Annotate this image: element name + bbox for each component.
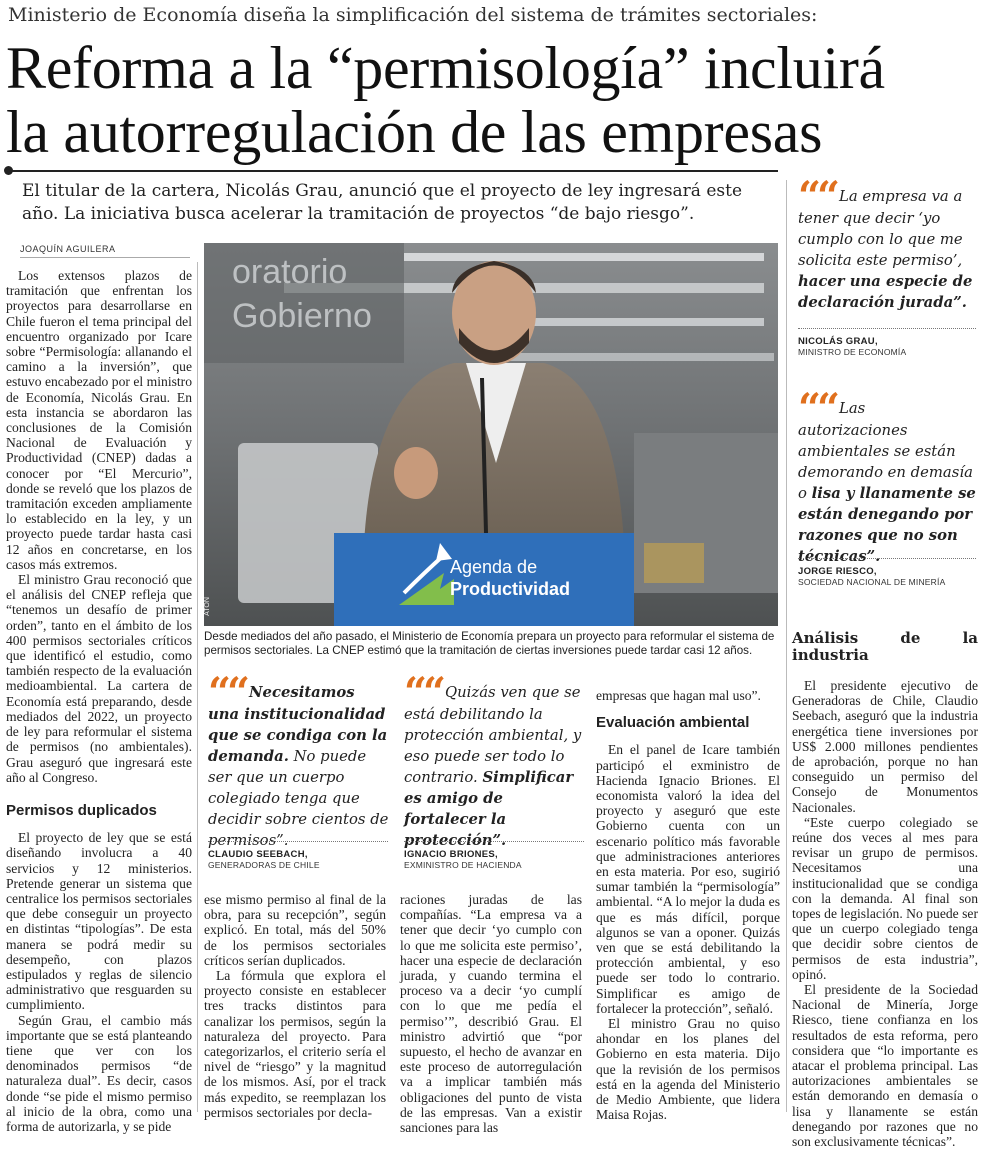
headline-rule bbox=[8, 170, 778, 172]
photo-caption: Desde mediados del año pasado, el Ministerio de Economía prepara un proyecto para reformular el sistema de permisos sectoriales. La CNEP estimó que la tramitación de ciertas inversiones puede tardar casi 12 años. bbox=[204, 630, 775, 657]
lede: El titular de la cartera, Nicolás Grau, anunció que el proyecto de ley ingresará este año. La iniciativa busca acelerar la tramitación de proyectos “de bajo riesgo”. bbox=[22, 181, 743, 224]
quote-mark-icon: ““ bbox=[798, 173, 837, 220]
paragraph: El presidente de la Sociedad Nacional de Minería, Jorge Riesco, tiene confianza en los resultados de esta reforma, pero considera que “lo importante es atacar el problema principal. Las autorizaciones ambientales se están demorando en demasía o lisa y llanamente se están denegando por razones que no son exclusivamente técnicas”. bbox=[792, 982, 978, 1149]
subhead-analisis-industria: Análisis de la industria bbox=[792, 629, 978, 664]
quote-author-name: IGNACIO BRIONES, bbox=[404, 849, 499, 860]
quote-rule bbox=[404, 841, 584, 842]
pull-quote-briones bbox=[404, 669, 586, 851]
column-5 bbox=[792, 630, 978, 1149]
podium-text-2: Productividad bbox=[450, 579, 571, 599]
quote-mark-icon: ““ bbox=[404, 669, 443, 716]
quote-author-role: MINISTRO DE ECONOMÍA bbox=[798, 347, 907, 357]
quote-rule bbox=[208, 841, 388, 842]
quote-text: La empresa va a tener que decir ‘yo cumplo con lo que me solicita este permiso’, bbox=[798, 188, 963, 269]
quote-author-role: GENERADORAS DE CHILE bbox=[208, 860, 320, 870]
column-divider bbox=[197, 262, 198, 1112]
kicker: Ministerio de Economía diseña la simplificación del sistema de trámites sectoriales: bbox=[8, 4, 818, 26]
quote-bold: Necesitamos una institucionalidad que se condiga con la demanda. bbox=[208, 684, 388, 765]
paragraph: La fórmula que explora el proyecto consiste en establecer tres tracks distintos para canalizar los permisos, según la naturaleza del proyecto. Para categorizarlos, el criterio sería el nivel de “riesgo” y la magnitud de los mismos. Así, por el track más expedito, se reemplazan los permisos sectoriales por decla- bbox=[204, 968, 386, 1120]
column-1 bbox=[6, 268, 192, 1134]
column-2 bbox=[204, 892, 386, 1120]
subhead-evaluacion-ambiental: Evaluación ambiental bbox=[596, 714, 750, 732]
podium-text-1: Agenda de bbox=[450, 557, 538, 577]
paragraph: Según Grau, el cambio más importante que se está planteando tiene que ver con los denominados permisos “de naturaleza dual”. Es decir, casos donde “se pide el mismo permiso al inicio de la obra, como una forma de autorizarla, y se pide bbox=[6, 1012, 192, 1134]
column-3 bbox=[400, 892, 582, 1135]
wall-text-1: oratorio bbox=[232, 253, 348, 291]
quote-mark-icon: ““ bbox=[798, 385, 837, 432]
paragraph: El ministro Grau no quiso ahondar en los planes del Gobierno en esta materia. Dijo que la revisión de los permisos está en la agenda del Ministerio de Medio Ambiente, que lidera Maisa Rojas. bbox=[596, 1016, 780, 1123]
paragraph: El ministro Grau reconoció que el análisis del CNEP refleja que “tenemos un desafío de primer orden”, tanto en el ámbito de los 400 permisos sectoriales críticos que identificó el estudio, como también respecto de la evaluación medioambiental. La cartera de Economía está preparando, desde mediados del 2022, un proyecto de ley para reformular el sistema de permisos (no ambientales). Grau aseguró que ingresará este año al Congreso. bbox=[6, 572, 192, 785]
pull-quote-grau bbox=[798, 173, 978, 313]
paragraph: El presidente ejecutivo de Generadoras de Chile, Claudio Seebach, aseguró que la industria energética tiene inversiones por US$ 2.000 millones pendientes de aprobación, porque no han conseguido un permiso del Consejo de Monumentos Nacionales. bbox=[792, 678, 978, 815]
quote-bold: lisa y llanamente se están denegando por razones que no son técnicas”. bbox=[798, 485, 976, 565]
paragraph: El proyecto de ley que se está diseñando involucra a 40 servicios y 12 ministerios. Pretende generar un sistema que centralice los permisos sectoriales que debe conseguir un proyecto en distintas “tipologías”. De esta manera se podrá medir su desempeño, con plazos estipulados y reglas de silencio administrativo que resguarden su cumplimiento. bbox=[6, 830, 192, 1013]
quote-text: Quizás ven que se está debilitando la protección ambiental, y eso puede ser todo lo contrario. bbox=[404, 684, 582, 786]
column-4 bbox=[596, 688, 780, 1122]
wall-text-2: Gobierno bbox=[232, 297, 372, 335]
quote-rule bbox=[798, 558, 976, 559]
paragraph: En el panel de Icare también participó el exministro de Hacienda Ignacio Briones. El economista valoró la idea del proyecto y aseguró que este Gobierno cuenta con un escenario político más favorable que administraciones anteriores en esta materia. Por eso, sugirió sumar también la “permisología” ambiental. “A lo mejor la duda es que es más difícil, porque algunos se van a oponer. Quizás ven que se está debilitando la protección ambiental, y eso puede ser todo lo contrario. Simplificar es amigo de fortalecer la protección”, señaló. bbox=[596, 742, 780, 1016]
quote-author-name: JORGE RIESCO, bbox=[798, 566, 877, 577]
headline-line-2: la autorregulación de las empresas bbox=[6, 99, 823, 165]
photo-credit: ATON bbox=[203, 597, 211, 616]
quote-author-name: NICOLÁS GRAU, bbox=[798, 336, 878, 347]
subhead-permisos-duplicados: Permisos duplicados bbox=[6, 801, 157, 819]
quote-author-role: EXMINISTRO DE HACIENDA bbox=[404, 860, 522, 870]
quote-text: Las autorizaciones ambientales se están demorando en demasía o bbox=[798, 400, 973, 502]
quote-mark-icon: ““ bbox=[208, 669, 247, 716]
quote-rule bbox=[798, 328, 976, 329]
paragraph: raciones juradas de las compañías. “La empresa va a tener que decir ‘yo cumplo con lo que me solicita este permiso’, hacer una especie de declaración jurada, y cuando termina el proceso va a decir ‘yo cumplí con lo que me pedía el permiso’”, describió Grau. El ministro advirtió que “por supuesto, el hecho de avanzar en este proceso de autorregulación va a implicar también más obligaciones del punto de vista de las empresas. Van a existir sanciones para las bbox=[400, 892, 582, 1136]
paragraph: “Este cuerpo colegiado se reúne dos veces al mes para revisar un grupo de permisos. Necesitamos una institucionalidad que se condiga con la demanda. Al final son topes de legislación. No puede ser que un cuerpo colegiado tenga que decidir sobre cientos de permisos de esta industria”, opinó. bbox=[792, 814, 978, 982]
pull-quote-seebach bbox=[208, 669, 390, 851]
quote-bold: Simplificar es amigo de fortalecer la protección”. bbox=[404, 769, 574, 849]
quote-author-role: SOCIEDAD NACIONAL DE MINERÍA bbox=[798, 577, 946, 587]
article-photo bbox=[204, 243, 778, 626]
headline bbox=[6, 36, 981, 164]
paragraph: empresas que hagan mal uso”. bbox=[596, 688, 761, 703]
paragraph: Los extensos plazos de tramitación que enfrentan los proyectos para desarrollarse en Chile fueron el tema principal del encuentro organizado por Icare sobre “Permisología: allanando el camino a la inversión”, que estuvo encabezado por el ministro de Economía, Nicolás Grau. En esta instancia se abordaron las conclusiones de la Comisión Nacional de Evaluación y Productividad (CNEP) dadas a conocer por “El Mercurio”, donde se reveló que los plazos de tramitación exceden ampliamente lo establecido en la ley, y un proyecto puede tardar hasta casi 12 años en concretarse, en los casos más extremos. bbox=[6, 268, 192, 572]
paragraph: ese mismo permiso al final de la obra, para su recepción”, según explicó. En total, más del 50% de los permisos sectoriales críticos serían duplicados. bbox=[204, 892, 386, 968]
pull-quote-riesco bbox=[798, 385, 978, 567]
byline-rule bbox=[20, 257, 190, 258]
headline-line-1: Reforma a la “permisología” incluirá bbox=[6, 35, 885, 101]
quote-text: No puede ser que un cuerpo colegiado tenga que decidir sobre cientos de permisos”. bbox=[208, 748, 389, 849]
quote-bold: hacer una especie de declaración jurada”. bbox=[798, 273, 973, 311]
quote-author-name: CLAUDIO SEEBACH, bbox=[208, 849, 308, 860]
column-divider bbox=[786, 180, 787, 1112]
byline: JOAQUÍN AGUILERA bbox=[20, 244, 116, 254]
